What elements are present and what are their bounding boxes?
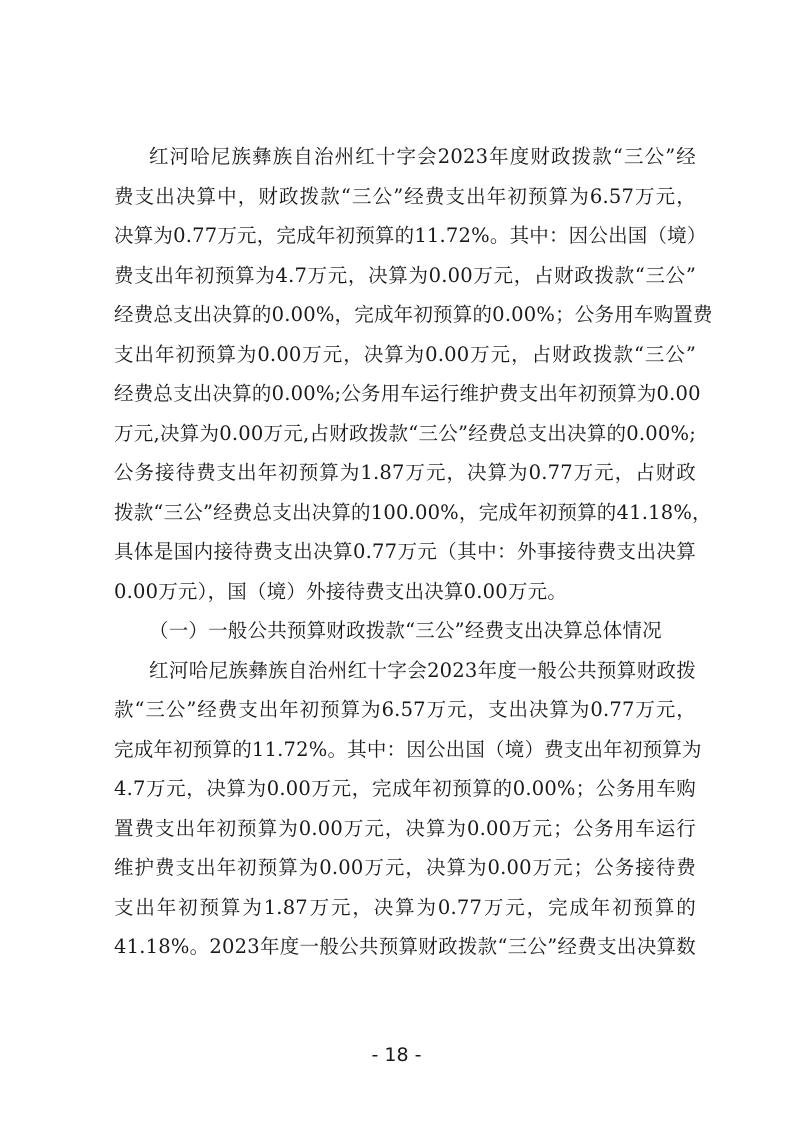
text-line: 维护费支出年初预算为0.00万元，决算为0.00万元；公务接待费 xyxy=(114,856,696,879)
page-number: - 18 - xyxy=(371,1044,422,1066)
text-line: 决算为0.77万元，完成年初预算的11.72%。其中：因公出国（境） xyxy=(114,224,707,247)
text-line: 置费支出年初预算为0.00万元，决算为0.00万元；公务用车运行 xyxy=(114,816,696,840)
paragraph-2 xyxy=(114,651,702,967)
text-line: 拨款“三公”经费总支出决算的100.00%，完成年初预算的41.18%， xyxy=(114,500,712,524)
text-line: 公务接待费支出年初预算为1.87万元，决算为0.77万元，占财政 xyxy=(114,461,696,484)
text-line: 0.00万元），国（境）外接待费支出决算0.00万元。 xyxy=(114,579,567,603)
text-line: 41.18%。2023年度一般公共预算财政拨款“三公”经费支出决算数 xyxy=(114,935,696,958)
text-line: 款“三公”经费支出年初预算为6.57万元，支出决算为0.77万元， xyxy=(114,698,696,721)
text-line: 经费总支出决算的0.00%，完成年初预算的0.00%；公务用车购置费 xyxy=(114,303,713,326)
text-line: 4.7万元，决算为0.00万元，完成年初预算的0.00%；公务用车购 xyxy=(114,777,696,800)
text-line: 红河哈尼族彝族自治州红十字会2023年度财政拨款“三公”经 xyxy=(149,145,696,168)
paragraph-1 xyxy=(114,137,713,611)
text-line: 经费总支出决算的0.00%;公务用车运行维护费支出年初预算为0.00 xyxy=(114,382,701,405)
text-line: 支出年初预算为1.87万元，决算为0.77万元，完成年初预算的 xyxy=(114,895,696,919)
text-line: 具体是国内接待费支出决算0.77万元（其中：外事接待费支出决算 xyxy=(114,540,696,563)
text-line: 红河哈尼族彝族自治州红十字会2023年度一般公共预算财政拨 xyxy=(149,658,696,682)
text-line: 完成年初预算的11.72%。其中：因公出国（境）费支出年初预算为 xyxy=(114,737,702,761)
section-heading: （一）一般公共预算财政拨款“三公”经费支出决算总体情况 xyxy=(149,619,662,642)
body-text xyxy=(114,137,713,967)
text-line: 万元,决算为0.00万元,占财政拨款“三公”经费总支出决算的0.00%; xyxy=(114,421,696,445)
text-line: 费支出年初预算为4.7万元，决算为0.00万元，占财政拨款“三公” xyxy=(114,263,696,287)
text-line: 费支出决算中，财政拨款“三公”经费支出年初预算为6.57万元， xyxy=(114,184,696,208)
text-line: 支出年初预算为0.00万元，决算为0.00万元，占财政拨款“三公” xyxy=(114,342,696,366)
